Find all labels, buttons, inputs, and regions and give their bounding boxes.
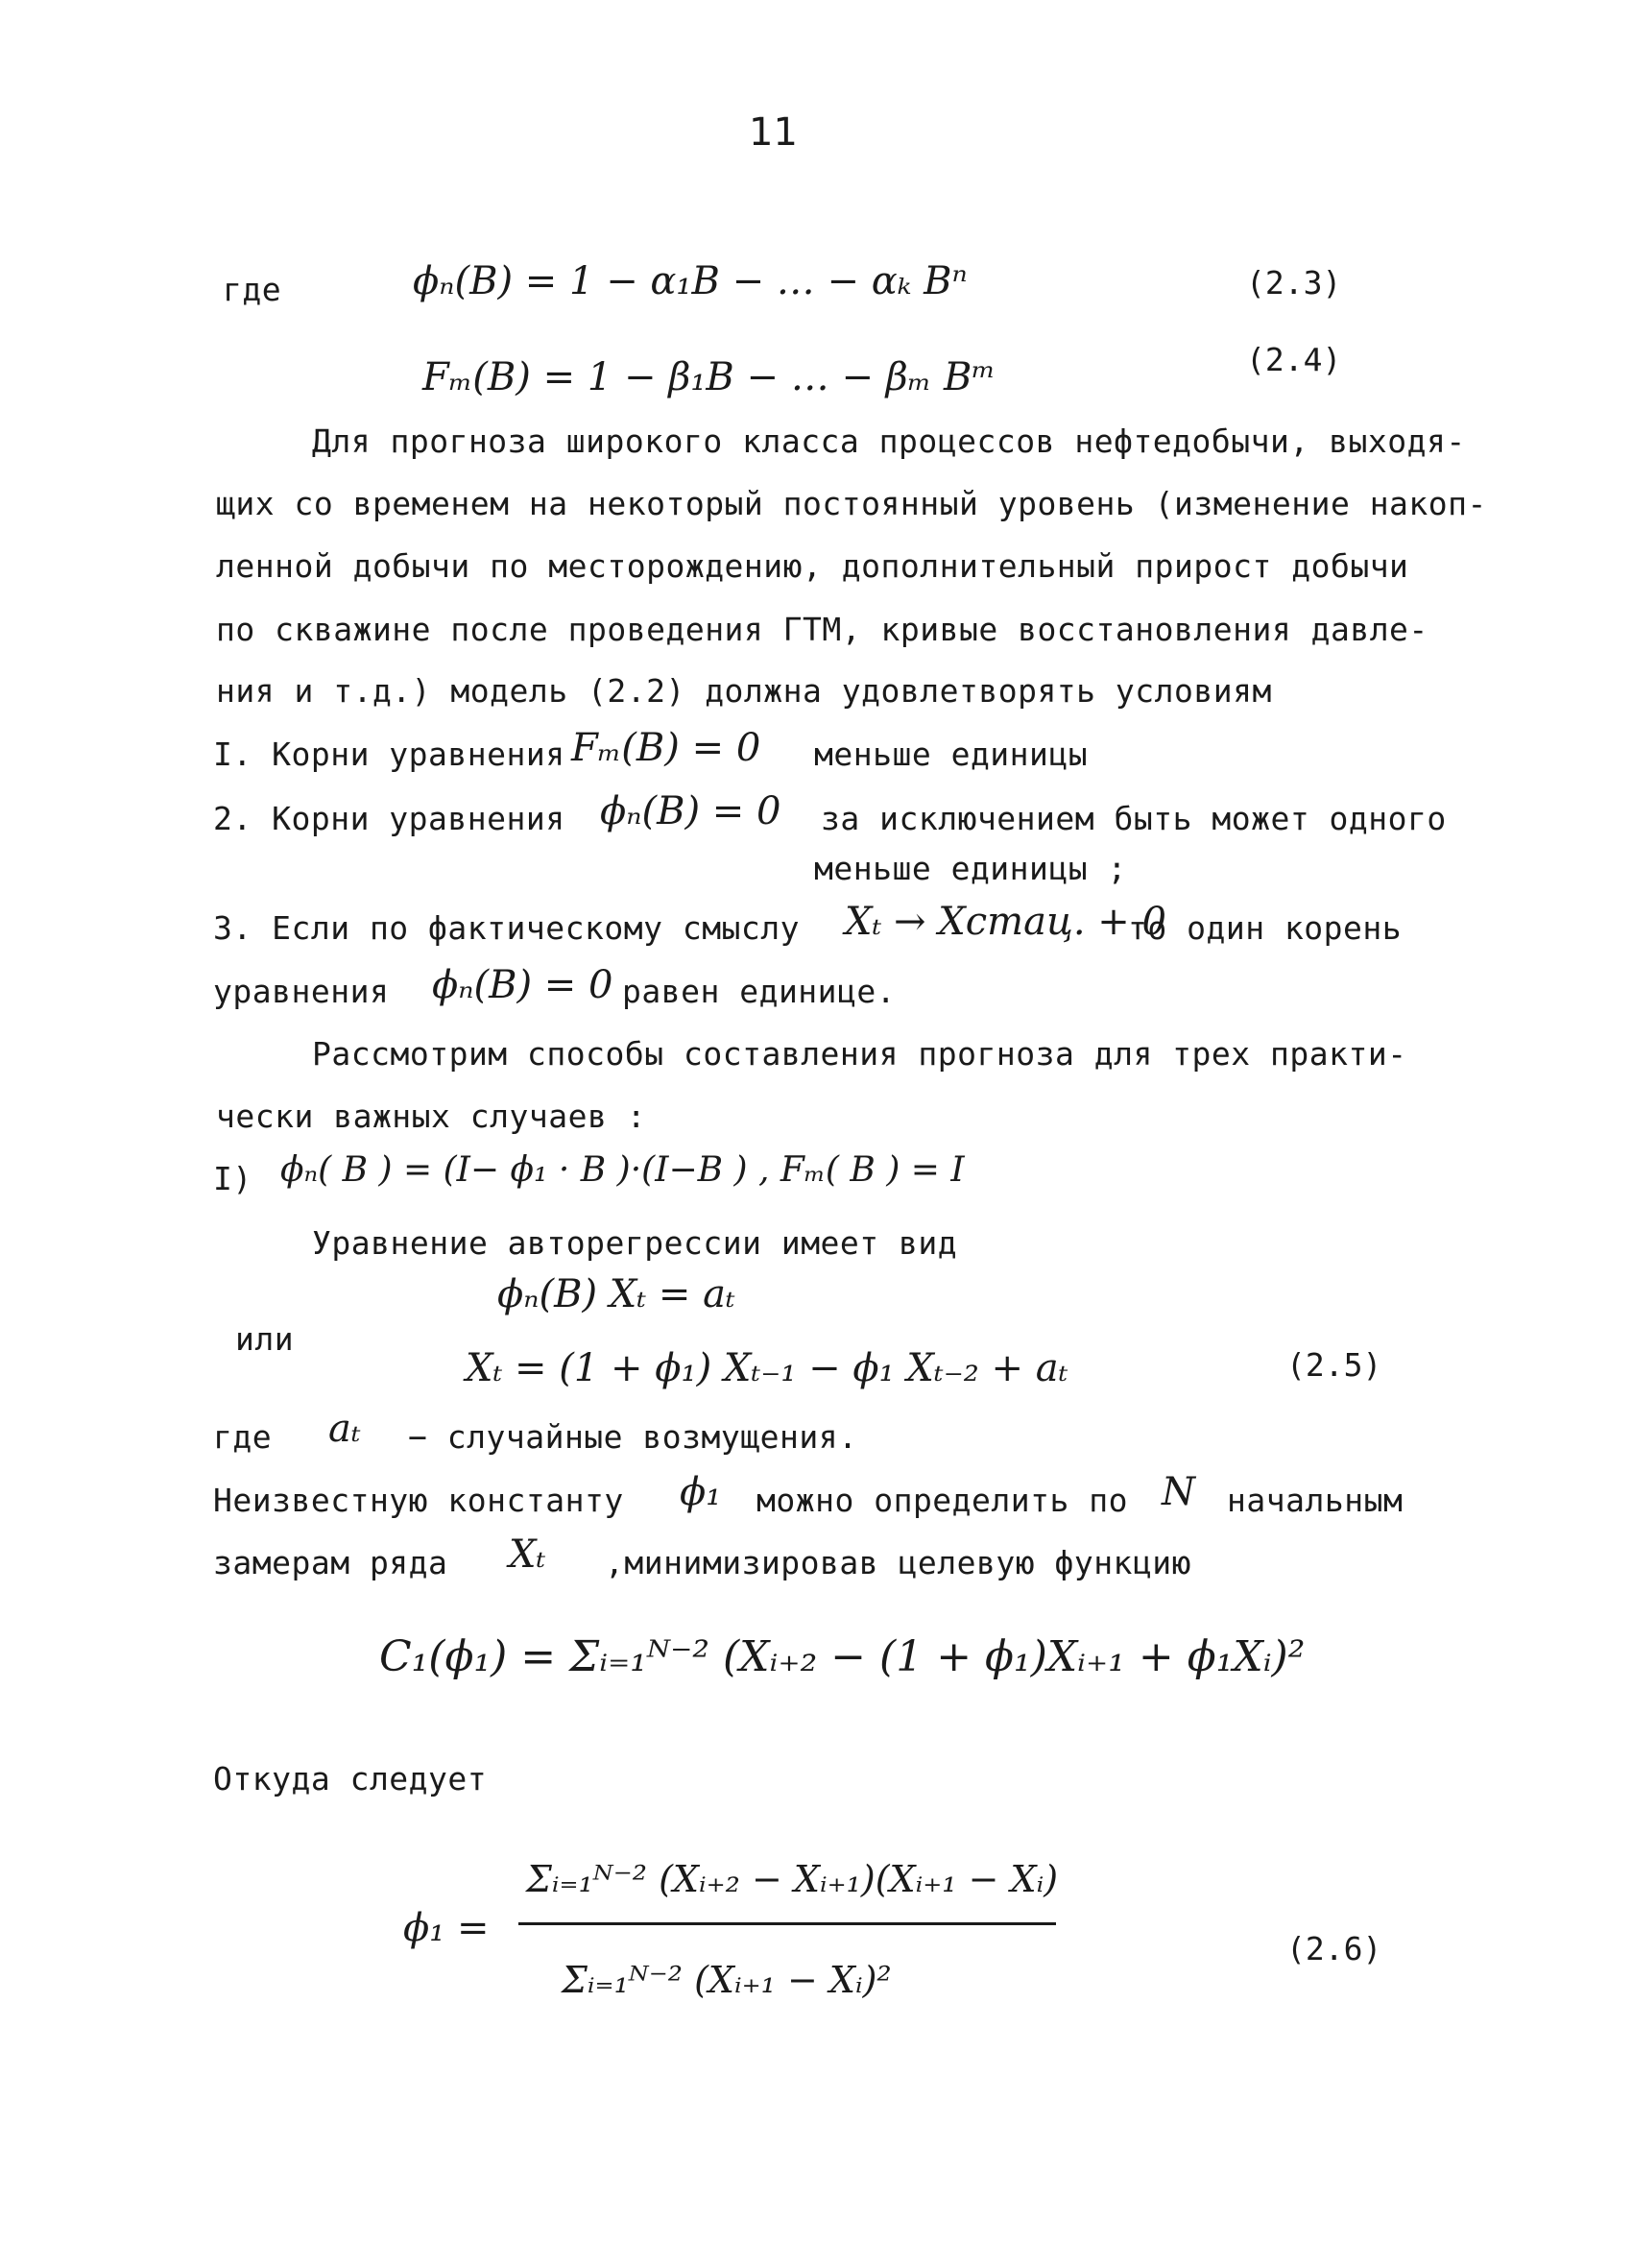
where-label: где xyxy=(213,1418,273,1456)
condition-2-label: 2. Корни уравнения xyxy=(213,800,565,837)
equation-number-2-3: (2.3) xyxy=(1246,264,1342,302)
series-symbol: Xₜ xyxy=(509,1532,546,1577)
paragraph-line: Откуда следует xyxy=(213,1760,488,1798)
paragraph-line: Для прогноза широкого класса процессов нефтедобычи, выходя- xyxy=(312,422,1466,460)
equation-2-4: Fₘ(B) = 1 − β₁B − … − βₘ Bᵐ xyxy=(422,355,996,399)
equation-2-6-lhs: 𝜙₁ = xyxy=(403,1906,490,1950)
case-1-formula: 𝜙ₙ( B ) = (I− 𝜙₁ · B )·(I−B ) , Fₘ( B ) = I xyxy=(280,1150,965,1190)
condition-2-text: за исключением быть может одного xyxy=(821,800,1447,837)
paragraph-line: Неизвестную константу xyxy=(213,1482,624,1519)
paragraph-line: Рассмотрим способы составления прогноза для трех практи- xyxy=(312,1035,1407,1073)
equation-number-2-6: (2.6) xyxy=(1286,1930,1382,1967)
condition-1-text: меньше единицы xyxy=(814,736,1089,773)
where-label: где xyxy=(223,271,282,308)
equation-2-3: 𝜙ₙ(B) = 1 − α₁B − … − αₖ Bⁿ xyxy=(413,259,968,303)
random-term: aₜ xyxy=(328,1407,361,1451)
random-term-description: − случайные возмущения. xyxy=(408,1418,858,1456)
paragraph-line: ,минимизировав целевую функцию xyxy=(605,1544,1192,1581)
equation-number-2-5: (2.5) xyxy=(1286,1346,1382,1384)
equation-number-2-4: (2.4) xyxy=(1246,341,1342,378)
condition-2-formula: 𝜙ₙ(B) = 0 xyxy=(600,789,781,833)
paragraph-line: чески важных случаев : xyxy=(216,1098,647,1135)
case-1-label: I) xyxy=(213,1160,252,1197)
constant-symbol: 𝜙₁ xyxy=(680,1470,722,1514)
or-label: или xyxy=(235,1320,295,1358)
condition-3-text: то один корень xyxy=(1128,909,1403,947)
paragraph-line: замерам ряда xyxy=(213,1544,448,1581)
condition-3-label-line2: уравнения xyxy=(213,973,390,1010)
condition-1-formula: Fₘ(B) = 0 xyxy=(571,726,761,770)
condition-3-formula-line2: 𝜙ₙ(B) = 0 xyxy=(432,963,613,1007)
objective-function: C₁(𝜙₁) = Σᵢ₌₁ᴺ⁻² (Xᵢ₊₂ − (1 + 𝜙₁)Xᵢ₊₁ + 𝜙₁Xᵢ)² xyxy=(379,1632,1306,1681)
condition-3-formula: Xₜ → Xстац. + 0 xyxy=(845,900,1166,944)
paragraph-line: начальным xyxy=(1227,1482,1404,1519)
paragraph-line: Уравнение авторегрессии имеет вид xyxy=(312,1224,958,1262)
n-symbol: N xyxy=(1162,1470,1195,1514)
paragraph-line: по скважине после проведения ГТМ, кривые восстановления давле- xyxy=(216,611,1428,648)
equation-2-6-numerator: Σᵢ₌₁ᴺ⁻² (Xᵢ₊₂ − Xᵢ₊₁)(Xᵢ₊₁ − Xᵢ) xyxy=(526,1858,1059,1900)
equation-2-6-denominator: Σᵢ₌₁ᴺ⁻² (Xᵢ₊₁ − Xᵢ)² xyxy=(562,1959,892,2001)
equation-2-5: Xₜ = (1 + 𝜙₁) Xₜ₋₁ − 𝜙₁ Xₜ₋₂ + aₜ xyxy=(466,1346,1068,1390)
condition-3-text-line2: равен единице. xyxy=(622,973,897,1010)
condition-1-label: I. Корни уравнения xyxy=(213,736,565,773)
paragraph-line: ния и т.д.) модель (2.2) должна удовлетворять условиям xyxy=(216,672,1272,710)
page-number: 11 xyxy=(749,110,798,155)
fraction-bar xyxy=(518,1922,1056,1925)
paragraph-line: можно определить по xyxy=(756,1482,1128,1519)
paragraph-line: щих со временем на некоторый постоянный уровень (изменение накоп- xyxy=(216,485,1487,522)
condition-3-label: 3. Если по фактическому смыслу xyxy=(213,909,801,947)
autoregression-equation: 𝜙ₙ(B) Xₜ = aₜ xyxy=(497,1272,735,1316)
paragraph-line: ленной добычи по месторождению, дополнительный прирост добычи xyxy=(216,547,1409,585)
condition-2-text: меньше единицы ; xyxy=(814,850,1127,887)
